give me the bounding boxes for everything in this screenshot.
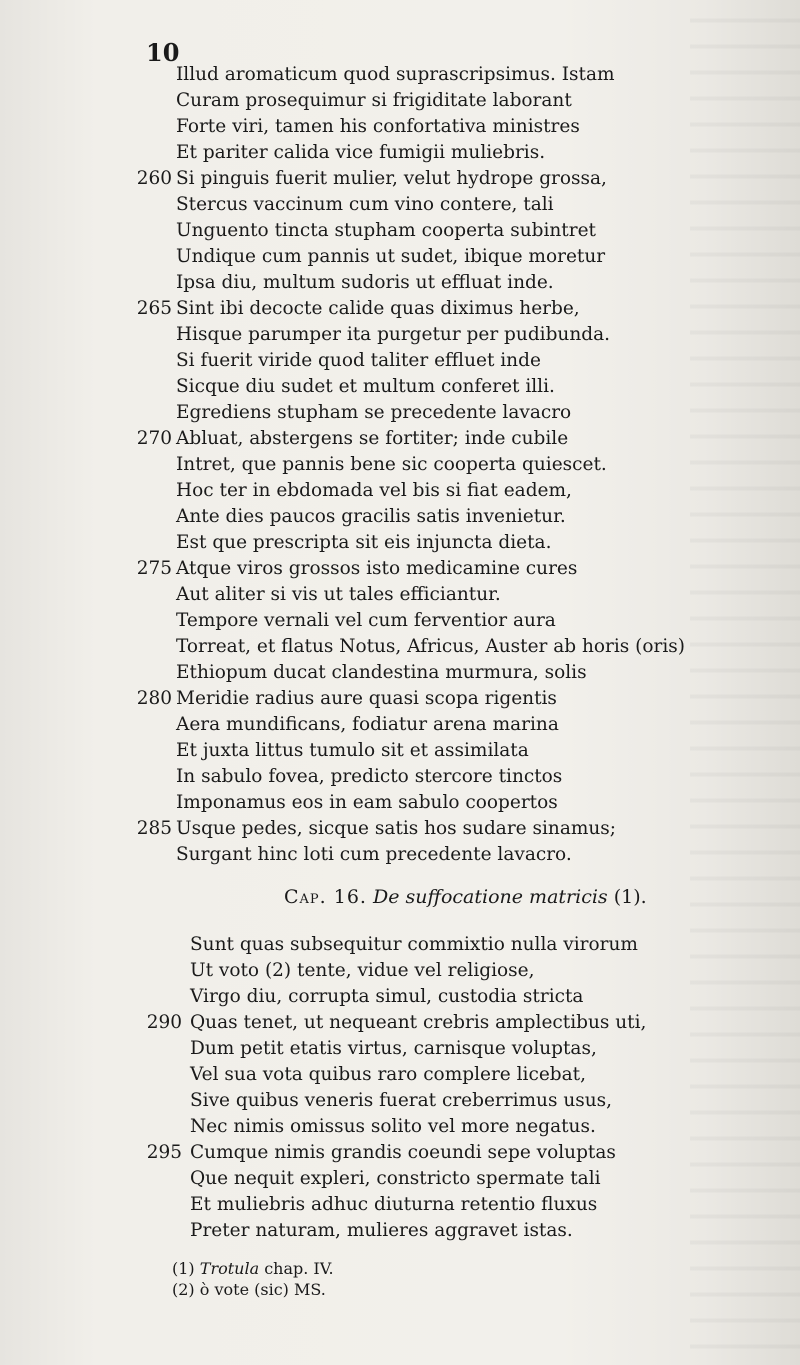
verse-line: [120, 660, 760, 686]
verse-line: [120, 218, 760, 244]
verse-line: [120, 452, 760, 478]
verse-text: Et juxta littus tumulo sit et assimilata: [176, 740, 529, 761]
verse-text: Ipsa diu, multum sudoris ut effluat inde.: [176, 272, 554, 293]
verse-line: [120, 426, 760, 452]
verse-text: Et muliebris adhuc diuturna retentio fluxus: [190, 1194, 598, 1215]
verse-line: [130, 1166, 770, 1192]
verse-line: [120, 764, 760, 790]
verse-text: Unguento tincta stupham cooperta subintret: [176, 220, 596, 241]
verse-line: [130, 1114, 770, 1140]
verse-line: [130, 1036, 770, 1062]
verse-text: Usque pedes, sicque satis hos sudare sinamus;: [176, 818, 617, 839]
footnote-text: ò vote (sic) MS.: [199, 1280, 326, 1299]
line-number: 290: [146, 1012, 182, 1033]
verse-text: Et pariter calida vice fumigii muliebris.: [176, 142, 546, 163]
line-number: 275: [136, 558, 172, 579]
verse-text: Quas tenet, ut nequeant crebris amplectibus uti,: [190, 1012, 647, 1033]
verse-line: [120, 842, 760, 868]
verse-line: [120, 322, 760, 348]
verse-text: Cumque nimis grandis coeundi sepe voluptas: [190, 1142, 616, 1163]
verse-line: [120, 478, 760, 504]
verse-text: Tempore vernali vel cum ferventior aura: [176, 610, 556, 631]
verse-line: [120, 504, 760, 530]
verse-text: Sive quibus veneris fuerat creberrimus usus,: [190, 1090, 613, 1111]
verse-text: Sunt quas subsequitur commixtio nulla virorum: [190, 934, 638, 955]
line-number: 260: [136, 168, 172, 189]
verse-text: Preter naturam, mulieres aggravet istas.: [190, 1220, 573, 1241]
verse-text: Curam prosequimur si frigiditate laborant: [176, 90, 572, 111]
verse-text: Meridie radius aure quasi scopa rigentis: [176, 688, 557, 709]
verse-text: Sicque diu sudet et multum conferet illi.: [176, 376, 555, 397]
verse-line: [120, 816, 760, 842]
chapter-heading: [284, 886, 647, 908]
line-number: 280: [136, 688, 172, 709]
verse-line: [130, 1192, 770, 1218]
page-number: 10: [146, 38, 180, 67]
verse-text: Atque viros grossos isto medicamine cures: [176, 558, 578, 579]
footnote: [172, 1258, 334, 1279]
verse-text: In sabulo fovea, predicto stercore tinctos: [176, 766, 563, 787]
footnote-text: chap. IV.: [259, 1259, 334, 1278]
verse-text: Aut aliter si vis ut tales efficiantur.: [176, 584, 501, 605]
verse-line: [120, 166, 760, 192]
verse-line: [120, 686, 760, 712]
verse-text: Intret, que pannis bene sic cooperta quiescet.: [176, 454, 607, 475]
verse-text: Ante dies paucos gracilis satis invenietur.: [176, 506, 566, 527]
verse-text: Sint ibi decocte calide quas diximus herbe,: [176, 298, 580, 319]
verse-line: [130, 1062, 770, 1088]
verse-line: [120, 634, 760, 660]
footnote: [172, 1279, 334, 1300]
verse-block-upper: [120, 62, 760, 868]
verse-text: Illud aromaticum quod suprascripsimus. Istam: [176, 64, 615, 85]
verse-text: Hisque parumper ita purgetur per pudibunda.: [176, 324, 611, 345]
verse-line: [130, 958, 770, 984]
footnote-mark: (2): [172, 1280, 195, 1299]
line-number: 285: [136, 818, 172, 839]
verse-text: Imponamus eos in eam sabulo coopertos: [176, 792, 558, 813]
verse-text: Nec nimis omissus solito vel more negatus.: [190, 1116, 596, 1137]
verse-text: Abluat, abstergens se fortiter; inde cubile: [176, 428, 569, 449]
line-number: 295: [146, 1142, 182, 1163]
verse-line: [120, 296, 760, 322]
chapter-label: Cap. 16.: [284, 886, 367, 908]
verse-line: [130, 1088, 770, 1114]
verse-line: [120, 400, 760, 426]
verse-line: [130, 932, 770, 958]
verse-text: Egrediens stupham se precedente lavacro: [176, 402, 572, 423]
verse-line: [130, 984, 770, 1010]
verse-line: [120, 374, 760, 400]
verse-line: [120, 738, 760, 764]
verse-line: [120, 712, 760, 738]
verse-line: [120, 530, 760, 556]
verse-text: Que nequit expleri, constricto spermate tali: [190, 1168, 601, 1189]
verse-text: Aera mundificans, fodiatur arena marina: [176, 714, 559, 735]
verse-line: [120, 556, 760, 582]
verse-line: [120, 244, 760, 270]
verse-line: [120, 62, 760, 88]
line-number: 265: [136, 298, 172, 319]
verse-line: [120, 88, 760, 114]
footnotes: [172, 1258, 334, 1300]
verse-line: [120, 140, 760, 166]
footnote-italic: Trotula: [199, 1259, 260, 1278]
verse-line: [120, 790, 760, 816]
verse-text: Est que prescripta sit eis injuncta dieta.: [176, 532, 552, 553]
verse-line: [120, 192, 760, 218]
verse-text: Surgant hinc loti cum precedente lavacro.: [176, 844, 572, 865]
chapter-title: De suffocatione matricis: [373, 886, 608, 908]
verse-line: [120, 582, 760, 608]
footnote-mark: (1): [172, 1259, 195, 1278]
verse-line: [130, 1140, 770, 1166]
verse-line: [120, 348, 760, 374]
verse-text: Ut voto (2) tente, vidue vel religiose,: [190, 960, 535, 981]
verse-text: Ethiopum ducat clandestina murmura, solis: [176, 662, 587, 683]
verse-text: Hoc ter in ebdomada vel bis si fiat eadem,: [176, 480, 572, 501]
verse-text: Stercus vaccinum cum vino contere, tali: [176, 194, 554, 215]
verse-text: Forte viri, tamen his confortativa ministres: [176, 116, 580, 137]
verse-line: [130, 1218, 770, 1244]
line-number: 270: [136, 428, 172, 449]
verse-block-lower: [130, 932, 770, 1244]
verse-line: [130, 1010, 770, 1036]
verse-line: [120, 270, 760, 296]
verse-text: Si pinguis fuerit mulier, velut hydrope grossa,: [176, 168, 607, 189]
verse-text: Virgo diu, corrupta simul, custodia stricta: [190, 986, 584, 1007]
verse-line: [120, 608, 760, 634]
verse-text: Vel sua vota quibus raro complere licebat,: [190, 1064, 586, 1085]
verse-text: Dum petit etatis virtus, carnisque voluptas,: [190, 1038, 597, 1059]
chapter-footnote-ref: (1).: [613, 886, 647, 908]
verse-text: Undique cum pannis ut sudet, ibique moretur: [176, 246, 606, 267]
verse-text: Torreat, et flatus Notus, Africus, Auster ab horis (oris): [176, 636, 686, 657]
verse-text: Si fuerit viride quod taliter effluet inde: [176, 350, 541, 371]
verse-line: [120, 114, 760, 140]
